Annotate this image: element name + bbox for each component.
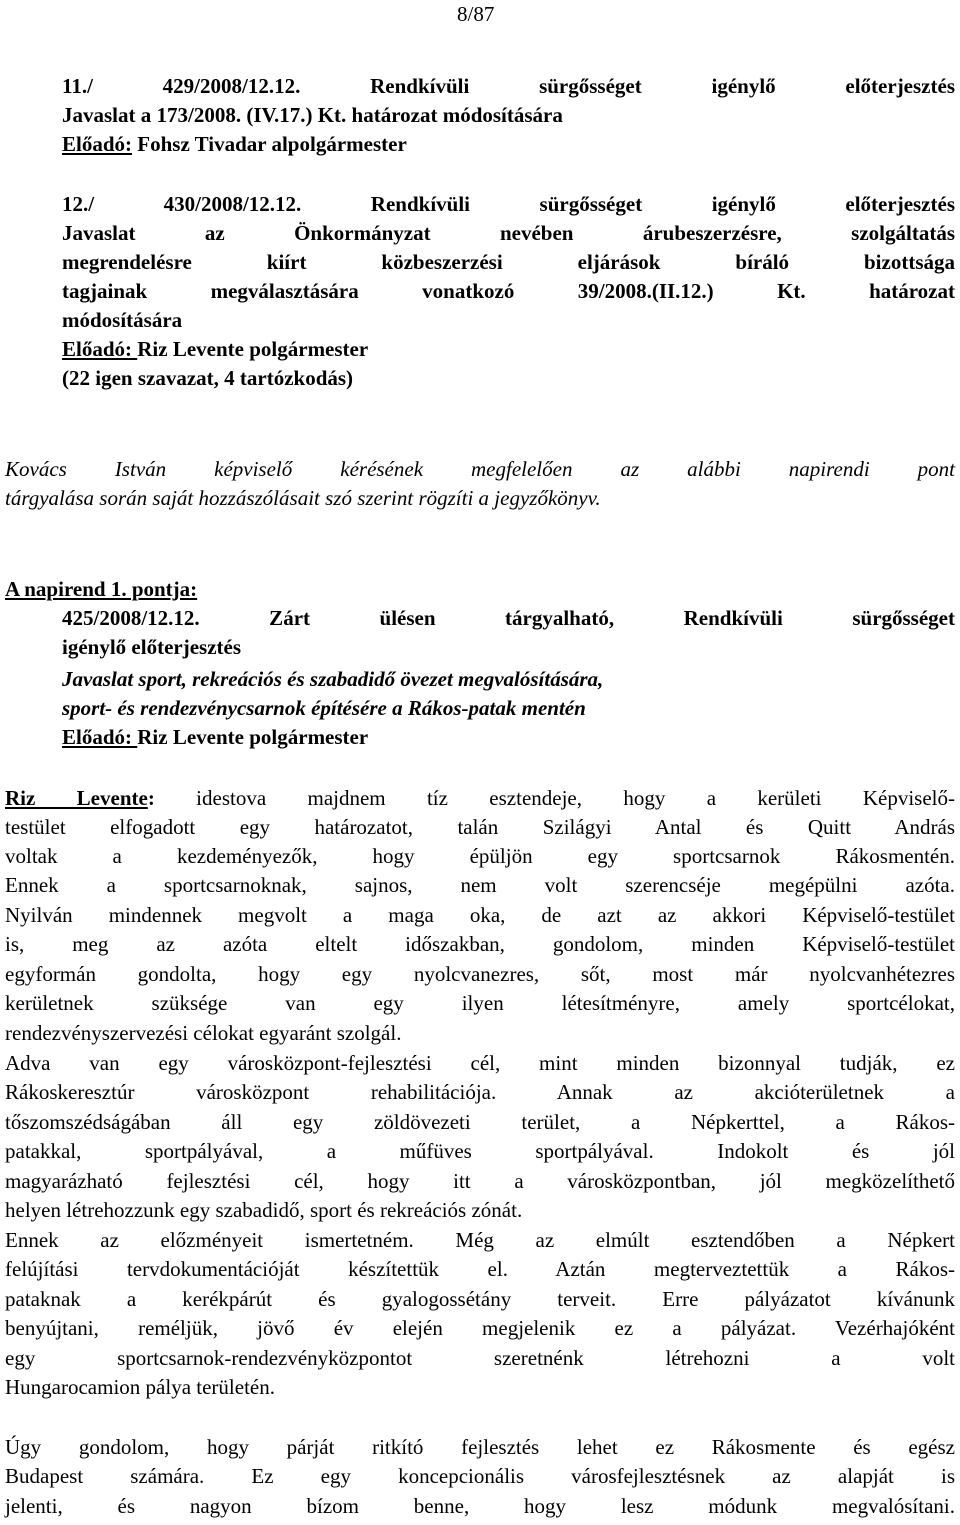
page-number: 8/87 — [457, 2, 495, 26]
speech-line-13: patakkal, sportpályával, a műfüves sportpályával. Indokolt és jól — [5, 1139, 955, 1163]
agenda-line-4: sport- és rendezvénycsarnok építésére a Rákos-patak mentén — [62, 696, 586, 720]
item12-vote: (22 igen szavazat, 4 tartózkodás) — [62, 366, 354, 390]
closing-line-1: Úgy gondolom, hogy párját ritkító fejlesztés lehet ez Rákosmente és egész — [5, 1435, 955, 1459]
speech-line-14: magyarázható fejlesztési cél, hogy itt a városközpontban, jól megközelíthető — [5, 1169, 955, 1193]
item12-subtitle-1: Javaslat az Önkormányzat nevében árubeszerzésre, szolgáltatás — [62, 221, 955, 245]
speech-line-6: is, meg az azóta eltelt időszakban, gondolom, minden Képviselő-testület — [5, 932, 955, 956]
item12-subtitle-4: módosítására — [62, 308, 183, 332]
item11-subtitle: Javaslat a 173/2008. (IV.17.) Kt. határozat módosítására — [62, 103, 563, 127]
item12-subtitle-3: tagjainak megválasztására vonatkozó 39/2008.(II.12.) Kt. határozat — [62, 279, 955, 303]
presenter-name: Fohsz Tivadar alpolgármester — [132, 132, 407, 156]
speech-line-7: egyformán gondolta, hogy egy nyolcvanezres, sőt, most már nyolcvanhétezres — [5, 962, 955, 986]
note-line-1: Kovács István képviselő kérésének megfelelően az alábbi napirendi pont — [5, 457, 955, 481]
speech-line-20: egy sportcsarnok-rendezvényközpontot szeretnénk létrehozni a volt — [5, 1346, 955, 1370]
speech-line-1 — [5, 784, 955, 813]
item12-subtitle-2: megrendelésre kiírt közbeszerzési eljárások bíráló bizottsága — [62, 250, 955, 274]
speech-line-9: rendezvényszervezési célokat egyaránt szolgál. — [5, 1021, 402, 1045]
speech-line-18: pataknak a kerékpárút és gyalogossétány terveit. Erre pályázatot kívánunk — [5, 1287, 955, 1311]
closing-line-3: jelenti, és nagyon bízom benne, hogy lesz módunk megvalósítani. — [5, 1494, 955, 1518]
speech-line-19: benyújtani, reméljük, jövő év elején megjelenik ez a pályázat. Vezérhajóként — [5, 1316, 955, 1340]
speech-line-17: felújítási tervdokumentációját készítettük el. Aztán megterveztettük a Rákos- — [5, 1257, 955, 1281]
speech-line-12: tőszomszédságában áll egy zöldövezeti terület, a Népkerttel, a Rákos- — [5, 1110, 955, 1134]
note-line-2: tárgyalása során saját hozzászólásait szó szerint rögzíti a jegyzőkönyv. — [5, 486, 601, 510]
agenda-presenter — [62, 723, 955, 752]
item11-presenter — [62, 130, 955, 159]
speech-line-2: testület elfogadott egy határozatot, talán Szilágyi Antal és Quitt András — [5, 815, 955, 839]
speech-line-16: Ennek az előzményeit ismertetném. Még az elmúlt esztendőben a Népkert — [5, 1228, 955, 1252]
presenter-label: Előadó: — [62, 132, 133, 156]
presenter-label: Előadó: — [62, 337, 138, 361]
speech-line-11: Rákoskeresztúr városközpont rehabilitációja. Annak az akcióterületnek a — [5, 1080, 955, 1104]
speaker-name: Riz Levente — [5, 786, 148, 810]
presenter-name: Riz Levente polgármester — [137, 725, 369, 749]
speech-line-15: helyen létrehozzunk egy szabadidő, sport és rekreációs zónát. — [5, 1198, 523, 1222]
closing-line-2: Budapest számára. Ez egy koncepcionális városfejlesztésnek az alapját is — [5, 1464, 955, 1488]
speech-line-8: kerületnek szüksége van egy ilyen létesítményre, amely sportcélokat, — [5, 991, 955, 1015]
speech-line-10: Adva van egy városközpont-fejlesztési cél, mint minden bizonnyal tudják, ez — [5, 1051, 955, 1075]
item12-title: 12./ 430/2008/12.12. Rendkívüli sürgősséget igénylő előterjesztés — [62, 192, 955, 216]
agenda-line-1: 425/2008/12.12. Zárt ülésen tárgyalható, Rendkívüli sürgősséget — [62, 606, 955, 630]
presenter-label: Előadó: — [62, 725, 138, 749]
speaker-colon: : — [147, 786, 155, 810]
item11-title: 11./ 429/2008/12.12. Rendkívüli sürgősséget igénylő előterjesztés — [62, 74, 955, 98]
agenda-heading: A napirend 1. pontja: — [5, 577, 198, 601]
agenda-line-3: Javaslat sport, rekreációs és szabadidő övezet megvalósítására, — [62, 667, 604, 691]
item12-presenter — [62, 335, 955, 364]
speech-text: idestova majdnem tíz esztendeje, hogy a kerületi Képviselő- — [154, 786, 955, 810]
presenter-name: Riz Levente polgármester — [137, 337, 369, 361]
speech-line-4: Ennek a sportcsarnoknak, sajnos, nem volt szerencséje megépülni azóta. — [5, 873, 955, 897]
speech-line-21: Hungarocamion pálya területén. — [5, 1375, 275, 1399]
speech-line-5: Nyilván mindennek megvolt a maga oka, de azt az akkori Képviselő-testület — [5, 903, 955, 927]
speech-line-3: voltak a kezdeményezők, hogy épüljön egy sportcsarnok Rákosmentén. — [5, 844, 955, 868]
agenda-line-2: igénylő előterjesztés — [62, 635, 242, 659]
